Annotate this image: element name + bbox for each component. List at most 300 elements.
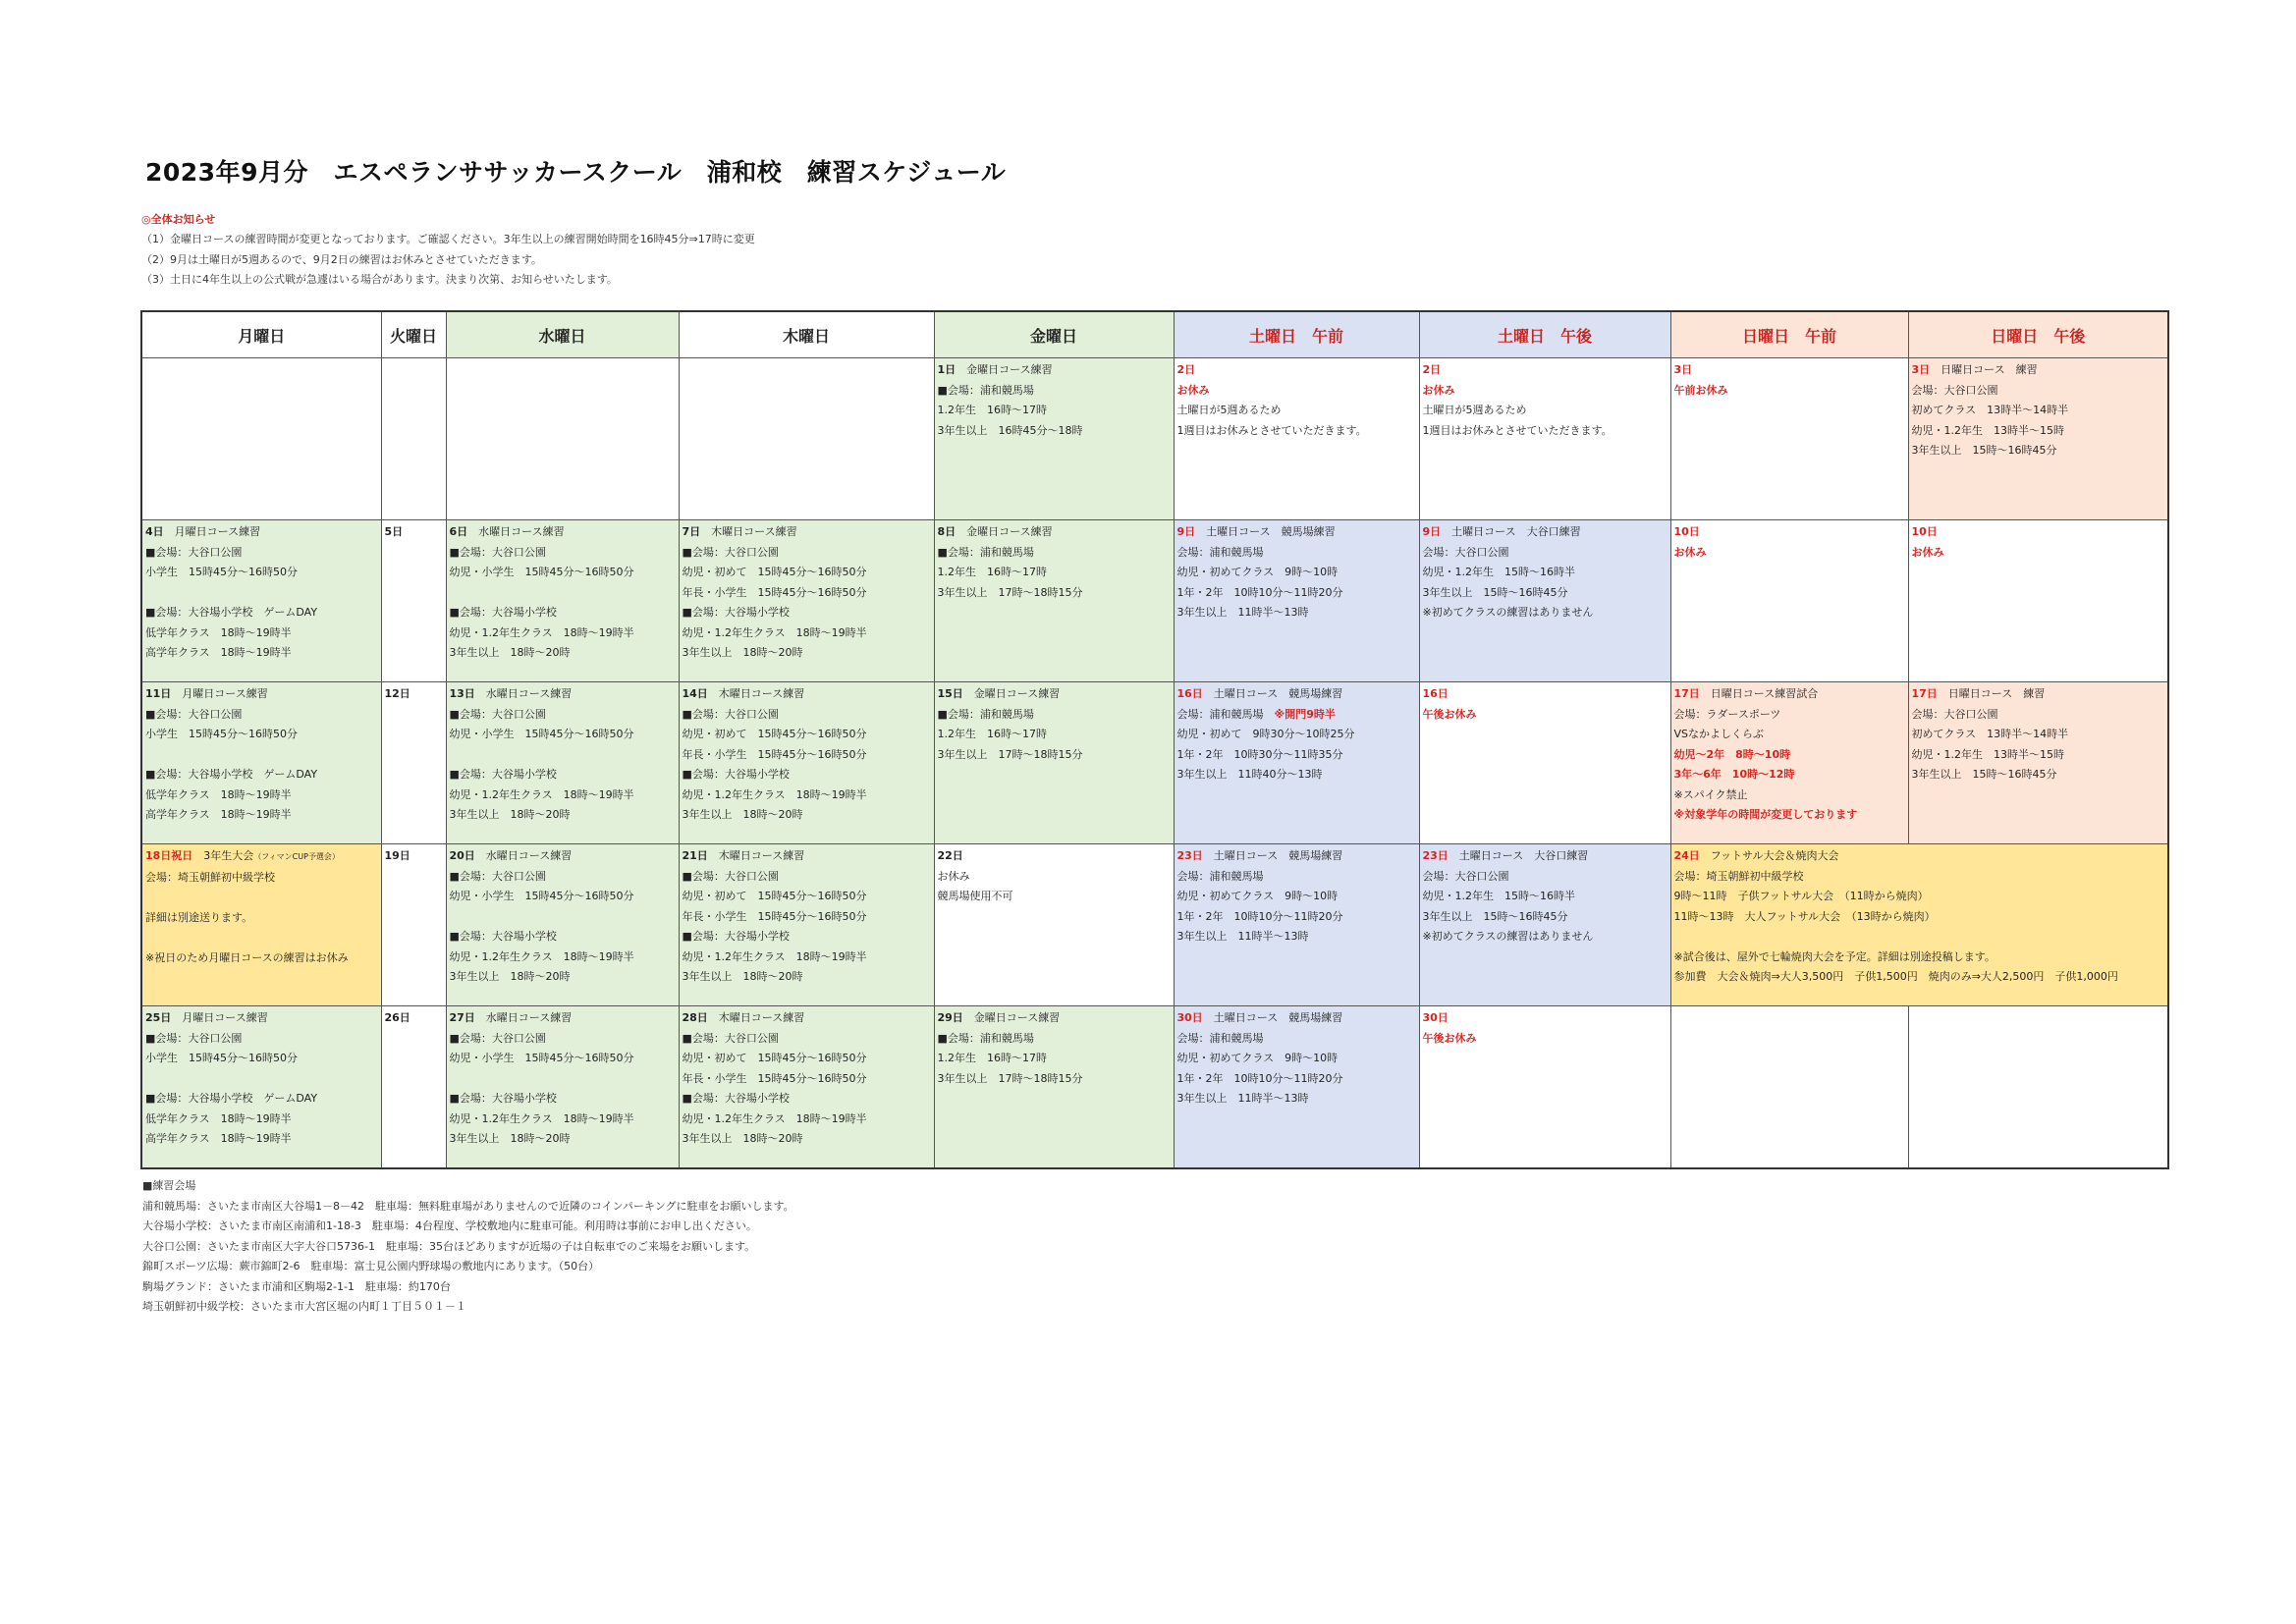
cell-line (1912, 684, 2165, 705)
cell-line (1423, 887, 1667, 907)
venue-item: 駒場グランド：さいたま市浦和区駒場2-1-1 駐車場：約170台 (142, 1279, 451, 1293)
cell-text: 高学年クラス 18時～19時半 (145, 808, 292, 821)
cell-text: 3年生以上 18時～20時 (449, 1132, 571, 1145)
cell-line (683, 1008, 931, 1029)
cell-line (1177, 543, 1416, 564)
cell-line (683, 1129, 931, 1150)
day-cell (1908, 682, 2168, 844)
cell-text: 27日 (449, 1011, 475, 1024)
day-cell (1419, 844, 1670, 1006)
week-row (141, 358, 2168, 520)
cell-text: 17日 (1673, 687, 1700, 700)
cell-line (450, 1029, 676, 1050)
venue-item: 錦町スポーツ広場：蕨市錦町2-6 駐車場：富士見公園内野球場の敷地内にあります。（50台） (142, 1260, 600, 1272)
cell-line (1674, 705, 1905, 726)
cell-line (145, 888, 378, 908)
cell-line (1674, 543, 1905, 564)
cell-text: 高学年クラス 18時～19時半 (145, 646, 292, 659)
cell-line (1423, 522, 1667, 543)
cell-line (145, 1129, 378, 1150)
cell-text: 30日 (1422, 1011, 1449, 1024)
cell-line (450, 543, 676, 564)
cell-line (1177, 887, 1416, 907)
cell-line (145, 928, 378, 948)
cell-line (450, 563, 676, 583)
cell-text: 低学年クラス 18時～19時半 (145, 787, 292, 801)
cell-line (1177, 360, 1416, 381)
cell-text: ■会場：大谷場小学校 ゲームDAY (145, 768, 318, 781)
cell-line (385, 684, 443, 705)
cell-line (683, 927, 931, 947)
cell-line (145, 785, 378, 806)
cell-line (1423, 360, 1667, 381)
venue-item: 埼玉朝鮮初中級学校：さいたま市大宮区堀の内町１丁目５０１－１ (142, 1300, 466, 1313)
cell-text: 1年・2年 10時10分～11時20分 (1176, 585, 1343, 599)
cell-line (683, 1110, 931, 1130)
cell-line (145, 1029, 378, 1050)
cell-line (450, 947, 676, 968)
cell-text: VSなかよしくらぶ (1673, 728, 1765, 740)
cell-text: 幼児・小学生 15時45分～16時50分 (449, 728, 634, 740)
cell-text: 29日 (937, 1011, 963, 1024)
cell-text: 幼児・初めて 15時45分～16時50分 (682, 728, 867, 740)
header-tuesday: 火曜日 (381, 311, 446, 358)
cell-line (683, 907, 931, 928)
cell-text: 15日 (937, 687, 963, 700)
cell-line (1912, 421, 2165, 442)
cell-text: 3年生以上 15時～16時45分 (1422, 909, 1568, 923)
cell-line (1423, 1008, 1667, 1029)
cell-line (683, 583, 931, 604)
cell-line (450, 907, 676, 928)
cell-text: 1.2年生 16時～17時 (937, 404, 1047, 416)
cell-line (145, 563, 378, 583)
cell-text: 幼児・小学生 15時45分～16時50分 (449, 566, 634, 578)
cell-text: 5日 (384, 525, 404, 538)
cell-line (683, 623, 931, 644)
cell-line (1674, 947, 2165, 968)
cell-text: ■会場：浦和競馬場 (937, 1031, 1034, 1045)
cell-text: 幼児・初めて 15時45分～16時50分 (682, 566, 867, 578)
cell-text: 日曜日コース 練習 (1930, 363, 2038, 376)
cell-text: ※初めてクラスの練習はありません (1422, 606, 1594, 619)
cell-line (385, 846, 443, 867)
cell-text: 初めてクラス 13時半～14時半 (1911, 404, 2069, 416)
cell-line (938, 745, 1171, 766)
cell-text: ■会場：大谷場小学校 (449, 768, 557, 781)
day-cell (1670, 358, 1908, 520)
cell-text: 午後お休み (1422, 707, 1477, 721)
cell-line (1674, 765, 1905, 785)
header-saturday-pm: 土曜日 午後 (1419, 311, 1670, 358)
cell-line (450, 1049, 676, 1069)
cell-text: 幼児・1.2年生クラス 18時～19時半 (682, 625, 867, 639)
cell-text: 会場：大谷口公園 (1911, 383, 1998, 397)
week-row (141, 520, 2168, 682)
cell-text: ■会場：大谷口公園 (682, 1031, 779, 1045)
cell-line (450, 603, 676, 623)
cell-text: ■会場：大谷口公園 (449, 869, 546, 883)
cell-text: 詳細は別途送ります。 (145, 910, 253, 924)
cell-text: 14日 (682, 687, 708, 700)
cell-line (450, 643, 676, 664)
cell-text: 会場：ラダースポーツ (1673, 707, 1781, 721)
cell-line (1177, 907, 1416, 928)
cell-line (1177, 421, 1416, 442)
cell-line (938, 563, 1171, 583)
cell-line (450, 623, 676, 644)
cell-line (145, 868, 378, 889)
cell-text: 幼児・初めてクラス 9時～10時 (1176, 1052, 1339, 1064)
cell-line (385, 522, 443, 543)
cell-text: 21日 (682, 849, 708, 862)
cell-text: 3年生以上 18時～20時 (449, 646, 571, 659)
day-cell (1419, 358, 1670, 520)
cell-line (938, 583, 1171, 604)
cell-text: 土曜日コース 競馬場練習 (1195, 525, 1336, 538)
cell-line (938, 725, 1171, 745)
cell-text: 日曜日コース練習試合 (1699, 687, 1819, 700)
cell-text: 低学年クラス 18時～19時半 (145, 1111, 292, 1125)
cell-text: 幼児・初めて 15時45分～16時50分 (682, 1052, 867, 1064)
cell-line (1423, 401, 1667, 421)
cell-line (1177, 1008, 1416, 1029)
cell-text: ■会場：大谷場小学校 (449, 930, 557, 943)
cell-line (938, 846, 1171, 867)
cell-line (1674, 725, 1905, 745)
cell-line (1674, 967, 2165, 988)
day-cell (1908, 358, 2168, 520)
cell-text: 8日 (937, 525, 957, 538)
cell-text: 1.2年生 16時～17時 (937, 566, 1047, 578)
cell-line (683, 887, 931, 907)
cell-line (450, 1069, 676, 1090)
cell-line (1674, 522, 1905, 543)
cell-line (683, 846, 931, 867)
cell-text: 6日 (449, 525, 468, 538)
cell-line (450, 805, 676, 826)
cell-text: 3年生以上 18時～20時 (449, 970, 571, 983)
cell-line (1674, 684, 1905, 705)
cell-text: 土曜日が5週あるため (1176, 404, 1282, 416)
cell-line (450, 887, 676, 907)
cell-text: 9日 (1422, 525, 1442, 538)
cell-text: お休み (937, 869, 970, 883)
cell-line (450, 583, 676, 604)
day-cell (1908, 520, 2168, 682)
cell-line (1177, 745, 1416, 766)
cell-line (683, 563, 931, 583)
cell-text: 1週目はお休みとさせていただきます。 (1422, 423, 1613, 437)
cell-line (683, 1089, 931, 1110)
cell-text: 会場：浦和競馬場 (1176, 707, 1275, 721)
cell-line (683, 785, 931, 806)
day-cell (1670, 682, 1908, 844)
schedule-body (141, 358, 2168, 1169)
cell-line (145, 805, 378, 826)
cell-text: 土曜日コース 大谷口練習 (1448, 849, 1589, 862)
cell-text: お休み (1911, 545, 1944, 559)
cell-line (450, 846, 676, 867)
cell-line (683, 805, 931, 826)
cell-text: ■会場：浦和競馬場 (937, 545, 1034, 559)
schedule-table (140, 310, 2169, 1169)
cell-text: 土曜日コース 大谷口練習 (1441, 525, 1581, 538)
cell-line (450, 522, 676, 543)
cell-line (938, 684, 1171, 705)
day-cell (1174, 520, 1419, 682)
cell-text: 19日 (384, 849, 410, 862)
cell-line (938, 867, 1171, 888)
cell-text: ※初めてクラスの練習はありません (1422, 930, 1594, 943)
cell-text: ※開門9時半 (1274, 707, 1336, 721)
cell-line (1177, 927, 1416, 947)
cell-line (1674, 785, 1905, 806)
cell-text: 3年生以上 11時40分～13時 (1176, 768, 1323, 781)
week-row (141, 682, 2168, 844)
cell-text: 23日 (1422, 849, 1449, 862)
notice-item: （1）金曜日コースの練習時間が変更となっております。ご確認ください。3年生以上の練習開始時間を16時45分⇒17時に変更 (141, 233, 755, 245)
cell-line (938, 705, 1171, 726)
day-cell (446, 844, 679, 1006)
day-cell (1670, 1006, 1908, 1169)
header-wednesday: 水曜日 (446, 311, 679, 358)
cell-text: 18日祝日 (145, 849, 193, 862)
cell-text: 土曜日が5週あるため (1422, 404, 1527, 416)
cell-text: ※対象学年の時間が変更しております (1673, 808, 1858, 821)
day-cell (934, 358, 1174, 520)
cell-text: 3年生以上 15時～16時45分 (1422, 585, 1568, 599)
cell-line (683, 947, 931, 968)
cell-line (1177, 846, 1416, 867)
day-cell (141, 520, 381, 682)
cell-line (1177, 583, 1416, 604)
cell-line (1912, 360, 2165, 381)
day-cell (934, 1006, 1174, 1169)
cell-text: 13日 (449, 687, 475, 700)
cell-line (450, 725, 676, 745)
cell-text: 小学生 15時45分～16時50分 (145, 566, 298, 578)
cell-text: ■会場：大谷口公園 (449, 1031, 546, 1045)
day-cell (1670, 844, 2168, 1006)
day-cell (934, 682, 1174, 844)
cell-line (938, 381, 1171, 402)
cell-text: 木曜日コース練習 (700, 525, 797, 538)
cell-line (450, 1110, 676, 1130)
cell-text: ※試合後は、屋外で七輪焼肉大会を予定。詳細は別途投稿します。 (1673, 949, 1995, 963)
cell-line (683, 705, 931, 726)
cell-text: 1年・2年 10時10分～11時20分 (1176, 909, 1343, 923)
day-cell (679, 358, 934, 520)
day-cell (1174, 682, 1419, 844)
cell-text: ■会場：大谷口公園 (145, 707, 243, 721)
cell-text: 1年・2年 10時10分～11時20分 (1176, 1071, 1343, 1085)
cell-text: ■会場：大谷口公園 (449, 545, 546, 559)
cell-line (1674, 745, 1905, 766)
cell-line (145, 1089, 378, 1110)
cell-text: 10日 (1911, 525, 1938, 538)
cell-text: 11日 (145, 687, 172, 700)
cell-line (1423, 381, 1667, 402)
cell-line (145, 1008, 378, 1029)
cell-line (683, 543, 931, 564)
cell-text: 土曜日コース 競馬場練習 (1202, 849, 1343, 862)
header-row (141, 311, 2168, 358)
cell-text: 23日 (1176, 849, 1203, 862)
cell-line (1177, 1029, 1416, 1050)
day-cell (1670, 520, 1908, 682)
day-cell (381, 358, 446, 520)
cell-line (938, 360, 1171, 381)
cell-line (1912, 441, 2165, 461)
header-sunday-am: 日曜日 午前 (1670, 311, 1908, 358)
cell-line (450, 927, 676, 947)
day-cell (679, 1006, 934, 1169)
cell-line (683, 1049, 931, 1069)
cell-text: ■会場：大谷口公園 (145, 545, 243, 559)
cell-line (1177, 725, 1416, 745)
day-cell (1419, 1006, 1670, 1169)
cell-line (145, 948, 378, 969)
cell-text: 木曜日コース練習 (707, 1011, 805, 1024)
cell-text: 幼児・1.2年生クラス 18時～19時半 (682, 1111, 867, 1125)
cell-text: 幼児・1.2年生クラス 18時～19時半 (682, 787, 867, 801)
cell-text: ■会場：大谷口公園 (145, 1031, 243, 1045)
cell-text: 25日 (145, 1011, 172, 1024)
cell-line (145, 745, 378, 766)
cell-line (450, 745, 676, 766)
cell-text: 月曜日コース練習 (171, 687, 268, 700)
cell-line (683, 745, 931, 766)
cell-text: 月曜日コース練習 (171, 1011, 268, 1024)
week-row (141, 1006, 2168, 1169)
cell-line (683, 765, 931, 785)
cell-line (145, 765, 378, 785)
week-row (141, 844, 2168, 1006)
page-title: 2023年9月分 エスペランササッカースクール 浦和校 練習スケジュール (145, 158, 1007, 187)
cell-line (1674, 846, 2165, 867)
cell-text: 金曜日コース練習 (962, 687, 1061, 700)
cell-line (1912, 765, 2165, 785)
cell-line (938, 1069, 1171, 1090)
cell-text: 会場：大谷口公園 (1911, 707, 1998, 721)
cell-text: 年長・小学生 15時45分～16時50分 (682, 585, 867, 599)
cell-line (1912, 725, 2165, 745)
cell-text: 1日 (937, 363, 957, 376)
cell-text: 月曜日コース練習 (163, 525, 261, 538)
cell-text: 幼児・1.2年生クラス 18時～19時半 (449, 787, 634, 801)
cell-text: 3年生以上 15時～16時45分 (1911, 444, 2057, 457)
cell-line (450, 705, 676, 726)
cell-line (385, 1008, 443, 1029)
cell-line (1674, 927, 2165, 947)
cell-text: 3年生以上 17時～18時15分 (937, 747, 1083, 761)
cell-text: ■会場：大谷口公園 (682, 707, 779, 721)
cell-line (450, 1008, 676, 1029)
cell-text: 会場：埼玉朝鮮初中級学校 (145, 870, 275, 884)
cell-text: 3年生以上 18時～20時 (682, 1132, 803, 1145)
cell-line (1177, 1089, 1416, 1110)
cell-text: ■会場：大谷場小学校 (682, 768, 790, 781)
cell-line (1423, 705, 1667, 726)
venue-list (142, 1176, 794, 1318)
cell-text: 年長・小学生 15時45分～16時50分 (682, 1071, 867, 1085)
cell-text: 3年生以上 11時半～13時 (1176, 930, 1309, 943)
cell-line (1177, 401, 1416, 421)
cell-text: 水曜日コース練習 (474, 687, 573, 700)
day-cell (141, 682, 381, 844)
cell-text: お休み (1673, 545, 1707, 559)
venue-heading: ■練習会場 (142, 1179, 196, 1192)
cell-line (1177, 522, 1416, 543)
notice-item: （2）9月は土曜日が5週あるので、9月2日の練習はお休みとさせていただきます。 (141, 252, 542, 266)
venue-item: 大谷場小学校：さいたま市南区南浦和1-18-3 駐車場：4台程度、学校敷地内に駐車可能。利用時は事前にお申し出ください。 (142, 1219, 757, 1232)
notice-heading: ◎全体お知らせ (141, 213, 216, 226)
cell-text: 3年生以上 18時～20時 (682, 970, 803, 983)
cell-line (1674, 867, 2165, 888)
day-cell (446, 1006, 679, 1169)
cell-text: 3年生以上 17時～18時15分 (937, 1071, 1083, 1085)
cell-line (145, 643, 378, 664)
cell-line (145, 1110, 378, 1130)
cell-text: 3年生以上 17時～18時15分 (937, 585, 1083, 599)
day-cell (381, 1006, 446, 1169)
cell-line (683, 867, 931, 888)
cell-line (683, 725, 931, 745)
cell-text: 3年生大会 (192, 849, 254, 862)
day-cell (1908, 1006, 2168, 1169)
cell-text: 低学年クラス 18時～19時半 (145, 625, 292, 639)
day-cell (1174, 358, 1419, 520)
cell-text: 水曜日コース練習 (474, 1011, 573, 1024)
day-cell (1419, 520, 1670, 682)
cell-line (145, 705, 378, 726)
cell-text: 木曜日コース練習 (707, 687, 805, 700)
cell-text: 水曜日コース練習 (474, 849, 573, 862)
cell-line (938, 543, 1171, 564)
cell-line (1177, 603, 1416, 623)
day-cell (141, 358, 381, 520)
cell-text: 会場：浦和競馬場 (1176, 545, 1264, 559)
cell-text: 22日 (937, 849, 963, 862)
cell-text: 11時～13時 大人フットサル大会 （13時から焼肉） (1673, 909, 1936, 923)
cell-text: 9日 (1176, 525, 1196, 538)
day-cell (1419, 682, 1670, 844)
cell-text: 4日 (145, 525, 164, 538)
cell-line (1177, 563, 1416, 583)
cell-text: 参加費 大会＆焼肉⇒大人3,500円 子供1,500円 焼肉のみ⇒大人2,500円 子供1,000円 (1673, 970, 2118, 983)
cell-text: 16日 (1422, 687, 1449, 700)
cell-text: 1週目はお休みとさせていただきます。 (1176, 423, 1367, 437)
cell-line (1423, 583, 1667, 604)
cell-text: 年長・小学生 15時45分～16時50分 (682, 909, 867, 923)
cell-text: 幼児・小学生 15時45分～16時50分 (449, 1052, 634, 1064)
cell-text: ■会場：大谷場小学校 (449, 1092, 557, 1105)
day-cell (679, 682, 934, 844)
cell-text: 幼児・初めてクラス 9時～10時 (1176, 890, 1339, 902)
cell-text: （フィマンCUP予選会） (253, 852, 340, 861)
cell-text: 水曜日コース練習 (467, 525, 565, 538)
cell-text: 20日 (449, 849, 475, 862)
cell-text: 金曜日コース練習 (956, 363, 1053, 376)
cell-text: 3年～6年 10時～12時 (1673, 768, 1795, 781)
cell-text: 年長・小学生 15時45分～16時50分 (682, 747, 867, 761)
cell-text: 幼児・1.2年生クラス 18時～19時半 (449, 949, 634, 963)
cell-line (1177, 684, 1416, 705)
cell-text: 幼児・小学生 15時45分～16時50分 (449, 890, 634, 902)
cell-text: 金曜日コース練習 (956, 525, 1053, 538)
cell-text: 3年生以上 18時～20時 (449, 808, 571, 821)
